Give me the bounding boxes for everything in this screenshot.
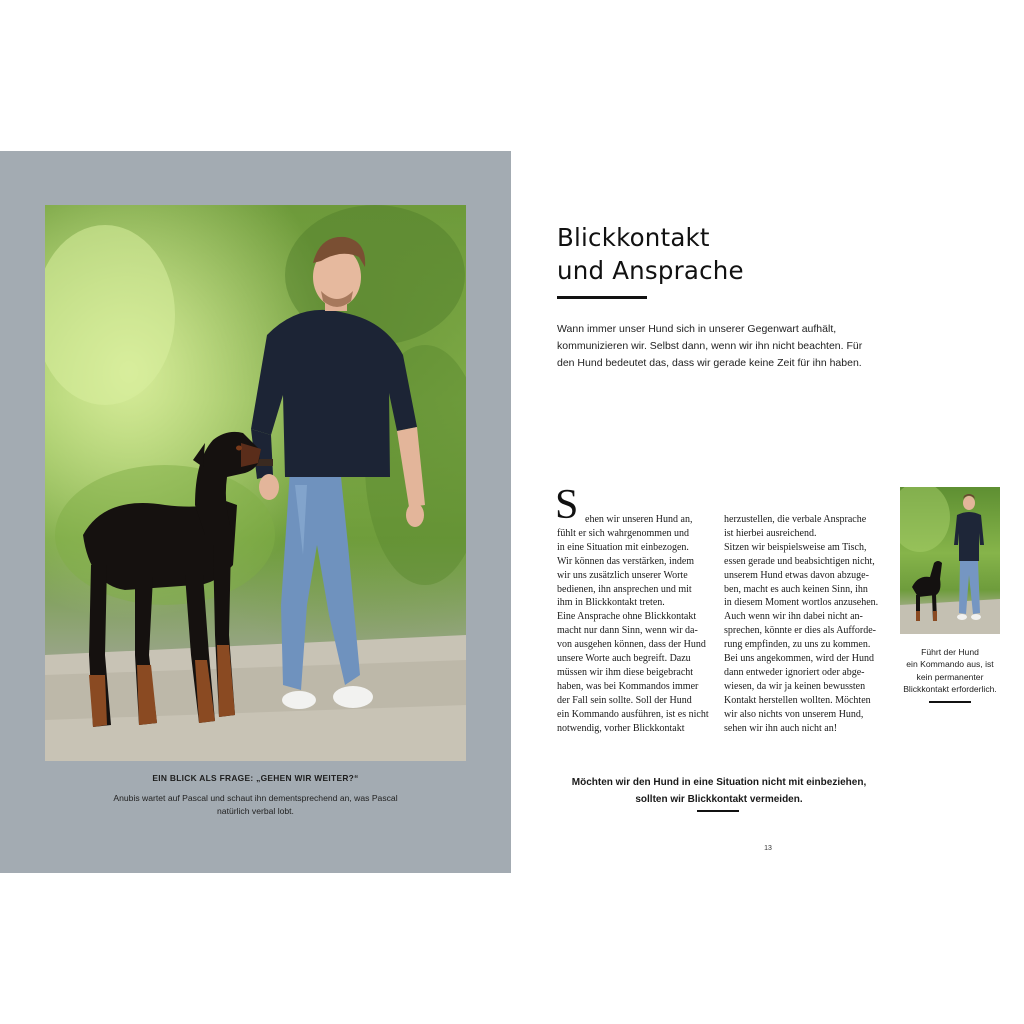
pull-quote-line: Möchten wir den Hund in eine Situation nicht mit einbeziehen, <box>571 777 867 788</box>
body-line: rung empfinden, zu uns zu kommen. <box>724 639 871 651</box>
pull-quote <box>560 774 878 808</box>
body-line: Sitzen wir beispielsweise am Tisch, <box>724 541 867 553</box>
body-column-1 <box>557 513 717 736</box>
side-photo-caption <box>893 646 1007 696</box>
body-line: in diesem Moment wortlos anzusehen. <box>724 597 879 609</box>
side-caption-line: Blickkontakt erforderlich. <box>903 684 997 695</box>
body-line: müssen wir ihm diese beigebracht <box>557 666 694 678</box>
body-line: sprechen, könnte er dies als Aufforde- <box>724 625 876 637</box>
body-column-2 <box>724 513 884 736</box>
body-line: Eine Ansprache ohne Blickkontakt <box>557 611 697 623</box>
heading-line-1: Blickkontakt <box>557 223 710 252</box>
page-number: 13 <box>764 845 772 852</box>
body-line: dann entweder ignoriert oder abge- <box>724 666 865 678</box>
chapter-heading <box>557 221 857 287</box>
body-line: in eine Situation mit einbezogen. <box>557 541 689 553</box>
body-line: macht nur dann Sinn, wenn wir da- <box>557 625 698 637</box>
main-photo-illustration <box>45 205 466 761</box>
pull-quote-line: sollten wir Blickkontakt vermeiden. <box>635 794 803 805</box>
photo-caption-text: Anubis wartet auf Pascal und schaut ihn dementsprechend an, was Pascal natürlich verbal lobt. <box>113 793 398 816</box>
photo-caption-title: EIN BLICK ALS FRAGE: „GEHEN WIR WEITER?“ <box>152 773 359 783</box>
body-line: Kontakt herstellen wollten. Möchten <box>724 694 871 706</box>
side-photo-illustration <box>900 487 1000 634</box>
body-line: fühlt er sich wahrgenommen und <box>557 527 690 539</box>
heading-line-2: und Ansprache <box>557 256 744 285</box>
body-line: wiesen, da wir ja keinen bewussten <box>724 680 866 692</box>
side-caption-line: kein permanenter <box>916 671 984 682</box>
body-line: der Fall sein sollte. Soll der Hund <box>557 694 692 706</box>
intro-line: kommunizieren wir. Selbst dann, wenn wir ihn nicht beachten. Für <box>557 340 863 352</box>
body-line: ist hierbei ausreichend. <box>724 527 817 539</box>
body-line: unserem Hund etwas davon abzuge- <box>724 569 869 581</box>
main-photo-man-with-doberman <box>45 205 466 761</box>
body-line: essen gerade und beabsichtigen nicht, <box>724 555 875 567</box>
side-caption-line: Führt der Hund <box>921 647 979 657</box>
body-line: Auch wenn wir ihn dabei nicht an- <box>724 611 863 623</box>
body-line: ben, macht es auch keinen Sinn, ihn <box>724 583 868 595</box>
body-line: notwendig, vorher Blickkontakt <box>557 722 685 734</box>
body-line: ehen wir unseren Hund an, <box>585 514 693 525</box>
intro-line: den Hund bedeutet das, dass wir gerade keine Zeit für ihn haben. <box>557 357 862 369</box>
side-caption-line: ein Kommando aus, ist <box>906 659 994 670</box>
body-line: von ausgehen können, dass der Hund <box>557 639 706 651</box>
body-line: herzustellen, die verbale Ansprache <box>724 514 867 525</box>
body-line: wir also nichts von unserem Hund, <box>724 708 864 720</box>
intro-paragraph <box>557 321 877 372</box>
body-line: bedienen, ihn ansprechen und mit <box>557 583 692 595</box>
drop-cap: S <box>555 482 579 528</box>
body-line: wir uns zusätzlich unserer Worte <box>557 569 688 581</box>
side-photo-man-with-doberman <box>900 487 1000 634</box>
side-caption-rule <box>929 701 971 703</box>
intro-line: Wann immer unser Hund sich in unserer Gegenwart aufhält, <box>557 323 837 335</box>
body-line: ein Kommando ausführen, ist es nicht <box>557 708 709 720</box>
heading-rule <box>557 296 647 299</box>
body-line: Bei uns angekommen, wird der Hund <box>724 653 874 665</box>
left-page <box>0 151 511 873</box>
body-line: sehen wir ihn auch nicht an! <box>724 722 838 734</box>
body-line: Wir können das verstärken, indem <box>557 555 695 567</box>
body-line: ihm in Blickkontakt treten. <box>557 597 665 609</box>
body-line: haben, was bei Kommandos immer <box>557 680 699 692</box>
pull-quote-rule <box>697 810 739 812</box>
body-line: unsere Worte auch begreift. Dazu <box>557 653 691 665</box>
